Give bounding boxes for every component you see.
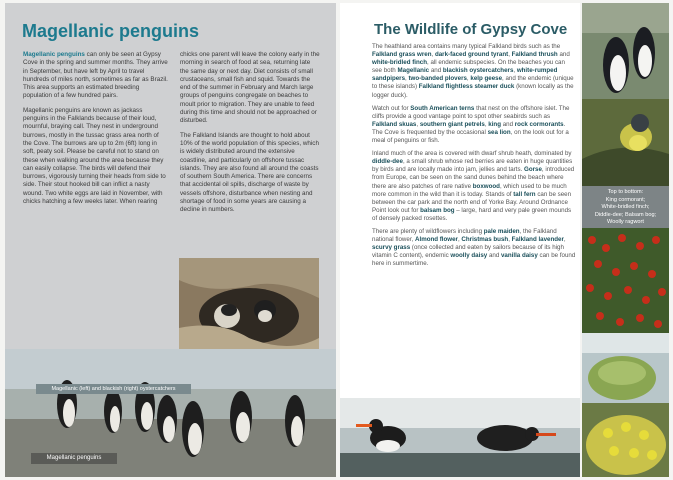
right-paragraph-2: Watch out for South American terns that nest on the offshore islet. The cliffs provide a good vantage point to spot other seabirds such as Falkland skuas, southern giant petrels, king and rock cormorants. The Cove is frequented by the occasional sea lion, on the look out for a meal of penguins or fish. [372,104,570,145]
right-page-body [372,43,576,273]
diddle-dee-photo [582,228,669,333]
left-page [5,3,336,477]
white-bridled-finch-photo [582,99,669,186]
penguins-photo-caption: Magellanic penguins [31,453,117,464]
photo-strip-caption: Top to bottom: King cormorant; White-bridled finch; Diddle-dee; Balsam bog; Woolly ragwort [582,186,669,228]
left-column-b [180,51,320,221]
left-paragraph-3: chicks one parent will leave the colony early in the morning in search of food at sea, returning late the same day or next day. Diet consists of small crustaceans, small fish and squid. Towards the end of the summer in February and March large groups of penguins congregate on beaches to moult prior to migration. They are unable to feed during this time and should not be approached or disturbed. [180,51,320,125]
balsam-bog-photo [582,333,669,403]
oystercatchers-photo-caption: Magellanic (left) and blackish (right) oystercatchers [36,384,191,394]
king-cormorant-photo [582,3,669,99]
right-paragraph-4: There are plenty of wildflowers including pale maiden, the Falkland national flower, Almond flower, Christmas bush, Falkland lavender, scurvy grass (once collected and eaten by sailors because of its high vitamin C content), endemic woolly daisy and vanilla daisy can be found here in summertime. [372,227,576,268]
photo-strip [582,3,669,477]
woolly-ragwort-photo [582,403,669,477]
right-paragraph-1: The heathland area contains many typical Falkland birds such as the Falkland grass wren, dark-faced ground tyrant, Falkland thrush and white-bridled finch, all endemic subspecies. On the beaches you can see both Magellanic and blackish oystercatchers, white-rumped sandpipers, two-banded plovers, kelp geese, and the endemic (unique to these islands) Falkland flightless steamer duck (known locally as the logger duck). [372,43,574,99]
right-paragraph-3: Inland much of the area is covered with dwarf shrub heath, dominated by diddle-dee, a small shrub whose red berries are eaten in huge quantities by birds and are locally made into jam, jellies and tarts. Gorse, introduced from Europe, can be seen on the sand dunes behind the beach where there are also patches of rare native boxwood, which used to be much more common in the wild than it is today. Stands of tall fern can be seen between the car park and the north end of Yorke Bay. Around Ordnance Point look out for balsam bog – large, hard and very pale green mounds of densely packed rosettes. [372,150,575,222]
left-paragraph-1: Magellanic penguins can only be seen at Gypsy Cove in the spring and summer months. They arrive in September, but have left by April to travel hundreds of miles north, sometimes as far as Brazil. This area supports an estimated breeding population of a few hundred pairs. [23,51,168,100]
left-paragraph-2: Magellanic penguins are known as jackass penguins in the Falklands because of their loud, mournful, braying call. They nest in underground burrows, mostly in the tussac grass area north of the Cove. The burrows are up to 2m (6ft) long in soft, peaty soil. Please be careful not to stand on these when walking around the area because they can easily collapse. The birds will defend their burrows, vigorously turning their heads from side to side. Their stout hooked bill can inflict a nasty wound. Two white eggs are laid in November, with chicks hatching a few weeks later. When rearing [23,106,166,206]
penguins-on-beach-photo [5,349,336,477]
oystercatchers-photo [340,398,580,477]
left-column-a [23,51,168,212]
penguin-burrow-photo [179,258,319,356]
left-page-title: Magellanic penguins [22,21,200,41]
left-paragraph-4: The Falkland Islands are thought to hold about 10% of the world population of this species, which is widely distributed around the extensive coastline, and particularly on offshore tussac islands. They are also found all around the coasts of southern South America. There are concerns that accidental oil spills, discharge of waste by vessels offshore, disturbance when nesting and shortage of food in some years are causing a decline in numbers. [180,131,319,214]
right-page-title: The Wildlife of Gypsy Cove [374,21,568,38]
